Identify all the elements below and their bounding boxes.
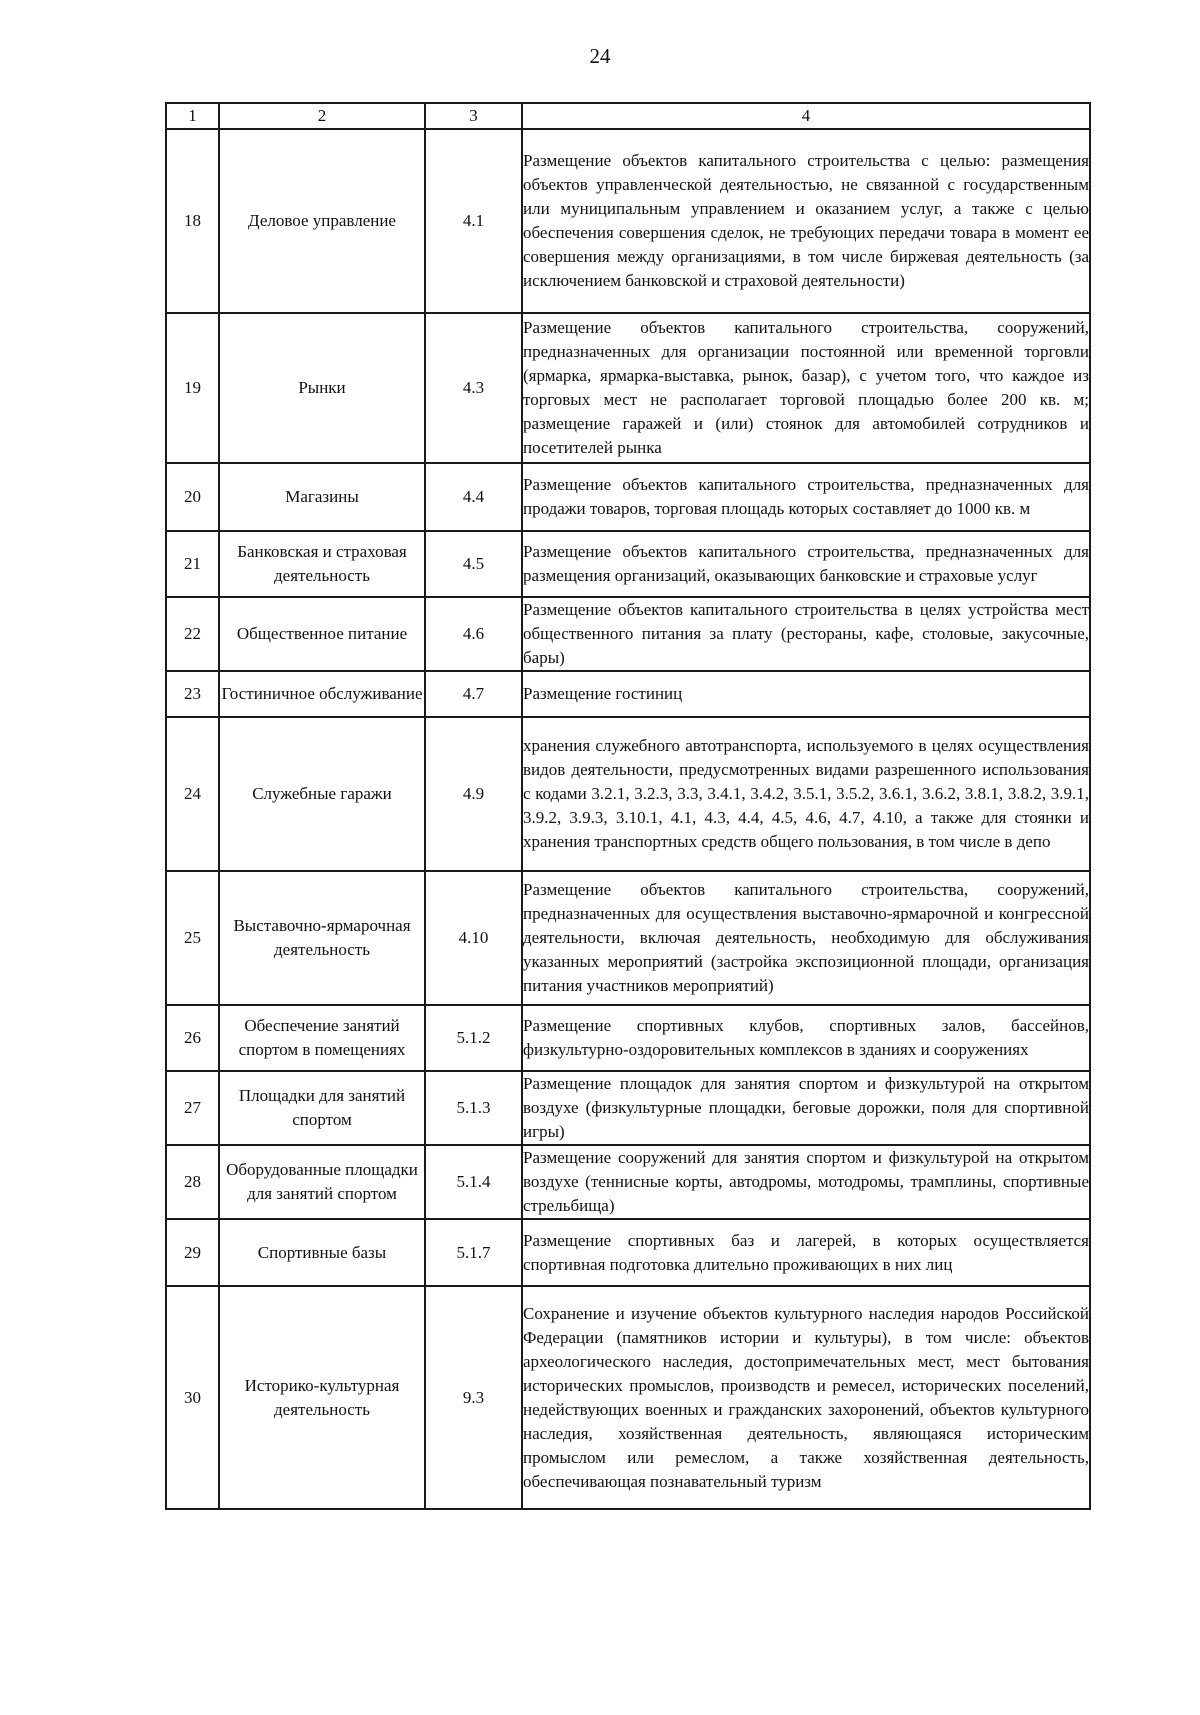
header-cell-3: 3 xyxy=(425,103,522,129)
use-description-cell: Размещение объектов капитального строительства, предназначенных для размещения организаций, оказывающих банковские и страховые услуг xyxy=(522,531,1090,597)
use-description-cell: Сохранение и изучение объектов культурного наследия народов Российской Федерации (памятников истории и культуры), в том числе: объектов археологического наследия, достопримечательных мест, мест бытования исторических промыслов, производств и ремесел, исторических поселений, недействующих военных и гражданских захоронений, объектов культурного наследия, хозяйственная деятельность, являющаяся историческим промыслом или ремеслом, а также хозяйственная деятельность, обеспечивающая познавательный туризм xyxy=(522,1286,1090,1509)
row-number-cell: 22 xyxy=(166,597,219,671)
row-number-cell: 29 xyxy=(166,1219,219,1286)
use-name-cell: Деловое управление xyxy=(219,129,425,313)
row-number-cell: 26 xyxy=(166,1005,219,1071)
use-code-cell: 5.1.3 xyxy=(425,1071,522,1145)
table-row xyxy=(166,463,1090,531)
table-row xyxy=(166,871,1090,1005)
use-name-cell: Спортивные базы xyxy=(219,1219,425,1286)
use-code-cell: 5.1.4 xyxy=(425,1145,522,1219)
row-number-cell: 20 xyxy=(166,463,219,531)
use-code-cell: 4.1 xyxy=(425,129,522,313)
use-name-cell: Гостиничное обслуживание xyxy=(219,671,425,717)
use-description-cell: Размещение гостиниц xyxy=(522,671,1090,717)
row-number-cell: 19 xyxy=(166,313,219,463)
use-description-cell: Размещение спортивных клубов, спортивных залов, бассейнов, физкультурно-оздоровительных комплексов в зданиях и сооружениях xyxy=(522,1005,1090,1071)
use-code-cell: 4.6 xyxy=(425,597,522,671)
row-number-cell: 24 xyxy=(166,717,219,871)
table-row xyxy=(166,313,1090,463)
use-name-cell: Магазины xyxy=(219,463,425,531)
row-number-cell: 18 xyxy=(166,129,219,313)
use-code-cell: 4.4 xyxy=(425,463,522,531)
use-code-cell: 4.3 xyxy=(425,313,522,463)
table-row xyxy=(166,671,1090,717)
use-code-cell: 5.1.7 xyxy=(425,1219,522,1286)
table-row xyxy=(166,1286,1090,1509)
use-name-cell: Банковская и страховая деятельность xyxy=(219,531,425,597)
row-number-cell: 30 xyxy=(166,1286,219,1509)
use-description-cell: Размещение спортивных баз и лагерей, в которых осуществляется спортивная подготовка длительно проживающих в них лиц xyxy=(522,1219,1090,1286)
table-row xyxy=(166,597,1090,671)
use-description-cell: Размещение объектов капитального строительства с целью: размещения объектов управленческой деятельностью, не связанной с государственным или муниципальным управлением и оказанием услуг, а также с целью обеспечения совершения сделок, не требующих передачи товара в момент ее совершения между организациями, в том числе биржевая деятельность (за исключением банковской и страховой деятельности) xyxy=(522,129,1090,313)
use-name-cell: Оборудованные площадки для занятий спортом xyxy=(219,1145,425,1219)
table-row xyxy=(166,1219,1090,1286)
land-use-table xyxy=(165,102,1091,1510)
use-description-cell: Размещение площадок для занятия спортом и физкультурой на открытом воздухе (физкультурные площадки, беговые дорожки, поля для спортивной игры) xyxy=(522,1071,1090,1145)
use-description-cell: Размещение объектов капитального строительства, предназначенных для продажи товаров, торговая площадь которых составляет до 1000 кв. м xyxy=(522,463,1090,531)
use-name-cell: Выставочно-ярмарочная деятельность xyxy=(219,871,425,1005)
row-number-cell: 25 xyxy=(166,871,219,1005)
use-code-cell: 4.5 xyxy=(425,531,522,597)
use-description-cell: Размещение объектов капитального строительства в целях устройства мест общественного питания за плату (рестораны, кафе, столовые, закусочные, бары) xyxy=(522,597,1090,671)
use-name-cell: Общественное питание xyxy=(219,597,425,671)
use-description-cell: хранения служебного автотранспорта, используемого в целях осуществления видов деятельности, предусмотренных видами разрешенного использования с кодами 3.2.1, 3.2.3, 3.3, 3.4.1, 3.4.2, 3.5.1, 3.5.2, 3.6.1, 3.6.2, 3.8.1, 3.8.2, 3.9.1, 3.9.2, 3.9.3, 3.10.1, 4.1, 4.3, 4.4, 4.5, 4.6, 4.7, 4.10, а также для стоянки и хранения транспортных средств общего пользования, в том числе в депо xyxy=(522,717,1090,871)
use-description-cell: Размещение сооружений для занятия спортом и физкультурой на открытом воздухе (теннисные корты, автодромы, мотодромы, трамплины, спортивные стрельбища) xyxy=(522,1145,1090,1219)
use-name-cell: Площадки для занятий спортом xyxy=(219,1071,425,1145)
header-cell-1: 1 xyxy=(166,103,219,129)
use-code-cell: 9.3 xyxy=(425,1286,522,1509)
header-cell-4: 4 xyxy=(522,103,1090,129)
page-number: 24 xyxy=(589,44,611,68)
table-row xyxy=(166,531,1090,597)
table-row xyxy=(166,1005,1090,1071)
row-number-cell: 23 xyxy=(166,671,219,717)
header-cell-2: 2 xyxy=(219,103,425,129)
use-code-cell: 5.1.2 xyxy=(425,1005,522,1071)
use-code-cell: 4.9 xyxy=(425,717,522,871)
use-code-cell: 4.10 xyxy=(425,871,522,1005)
use-description-cell: Размещение объектов капитального строительства, сооружений, предназначенных для осуществления выставочно-ярмарочной и конгрессной деятельности, включая деятельность, необходимую для обслуживания указанных мероприятий (застройка экспозиционной площади, организация питания участников мероприятий) xyxy=(522,871,1090,1005)
use-name-cell: Историко-культурная деятельность xyxy=(219,1286,425,1509)
table-body xyxy=(166,103,1090,1509)
use-name-cell: Рынки xyxy=(219,313,425,463)
header-row xyxy=(166,103,1090,129)
use-name-cell: Обеспечение занятий спортом в помещениях xyxy=(219,1005,425,1071)
table-row xyxy=(166,129,1090,313)
use-name-cell: Служебные гаражи xyxy=(219,717,425,871)
use-description-cell: Размещение объектов капитального строительства, сооружений, предназначенных для организации постоянной или временной торговли (ярмарка, ярмарка-выставка, рынок, базар), с учетом того, что каждое из торговых мест не располагает торговой площадью более 200 кв. м; размещение гаражей и (или) стоянок для автомобилей сотрудников и посетителей рынка xyxy=(522,313,1090,463)
use-code-cell: 4.7 xyxy=(425,671,522,717)
table-row xyxy=(166,1071,1090,1145)
table-row xyxy=(166,1145,1090,1219)
row-number-cell: 28 xyxy=(166,1145,219,1219)
row-number-cell: 27 xyxy=(166,1071,219,1145)
table-row xyxy=(166,717,1090,871)
row-number-cell: 21 xyxy=(166,531,219,597)
